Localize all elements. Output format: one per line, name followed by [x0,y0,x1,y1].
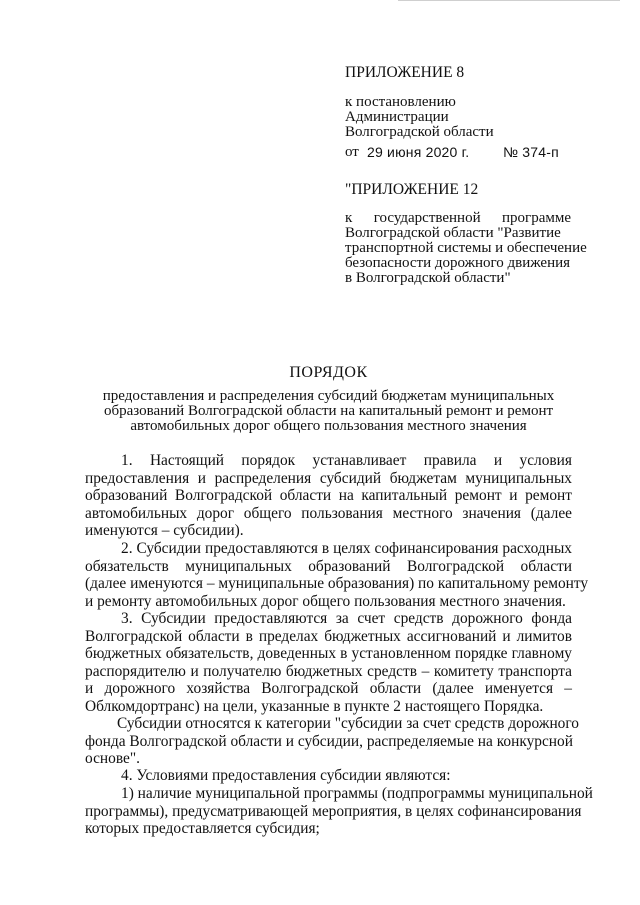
appendix-12-block [345,181,587,286]
decree-number: № 374-п [503,144,559,160]
paragraph-line: основе". [85,750,140,767]
paragraph-line: автомобильных дорог общего пользования местного значения (далее [85,504,572,522]
appendix-8-ref-line: к постановлению [345,94,456,110]
appendix-12-title: "ПРИЛОЖЕНИЕ 12 [345,181,479,198]
paragraph-3 [85,610,572,715]
paragraph-line: Облкомдортранс) на цели, указанные в пункте 2 настоящего Порядка. [85,697,544,715]
appendix-12-ref-line: в Волгоградской области" [345,270,511,286]
subtitle-line: автомобильных дорог общего пользования местного значения [130,418,527,434]
paragraph-4 [85,715,579,768]
paragraph-line: программы), предусматривающей мероприятия, в целях софинансирования [85,802,582,820]
document-subtitle [85,389,572,434]
paragraph-6 [85,785,593,838]
paragraph-line: бюджетных обязательств, доведенных в установленном порядке главному [85,645,572,662]
paragraph-line: 4. Условиями предоставления субсидии являются: [121,767,451,784]
paragraph-5 [85,767,572,785]
paragraph-line: и дорожного хозяйства Волгоградской области (далее именуется – [85,680,572,697]
paragraph-line: Субсидии относятся к категории "субсидии за счет средств дорожного [117,715,579,732]
paragraph-line: именуются – субсидии). [85,522,244,539]
appendix-12-ref-line: Волгоградской области "Развитие [345,225,561,241]
paragraph-line: распорядителю и получателю бюджетных средств – комитету транспорта [85,662,572,680]
appendix-12-ref-line: транспортной системы и обеспечение [345,240,587,256]
paragraph-line: образований Волгоградской области на капитальный ремонт и ремонт [85,487,572,504]
top-border-line [398,0,620,1]
subtitle-line: предоставления и распределения субсидий бюджетам муниципальных [102,388,555,404]
appendix-8-title: ПРИЛОЖЕНИЕ 8 [345,64,465,81]
paragraph-line: 2. Субсидии предоставляются в целях софинансирования расходных [121,540,572,557]
paragraph-line: Волгоградской области в пределах бюджетных ассигнований и лимитов [85,627,572,645]
appendix-8-date-row [345,145,565,161]
appendix-8-ref-line: Волгоградской области [345,124,494,140]
paragraph-line: 3. Субсидии предоставляются за счет средств дорожного фонда [121,610,572,627]
appendix-8-block [345,65,585,140]
paragraph-2 [85,540,589,610]
subtitle-line: образований Волгоградской области на капитальный ремонт и ремонт [103,403,554,419]
paragraph-line: обязательств муниципальных образований Волгоградской области [85,557,572,575]
decree-date: 29 июня 2020 г. [367,144,470,160]
document-title: ПОРЯДОК [289,364,368,381]
paragraph-line: предоставления и распределения субсидий бюджетам муниципальных [85,469,572,487]
appendix-12-ref-line: к государственной программе [345,210,571,226]
paragraph-line: которых предоставляется субсидия; [85,820,320,837]
date-prefix: от [345,144,359,160]
appendix-12-ref-line: безопасности дорожного движения [345,255,571,271]
paragraph-line: 1) наличие муниципальной программы (подпрограммы муниципальной [121,785,593,802]
paragraph-line: (далее именуются – муниципальные образования) по капитальному ремонту [85,575,589,592]
paragraph-line: 1. Настоящий порядок устанавливает правила и условия [121,452,572,469]
paragraph-line: и ремонту автомобильных дорог общего пользования местного значения. [85,592,566,610]
appendix-8-ref-line: Администрации [345,109,449,125]
paragraph-line: фонда Волгоградской области и субсидии, распределяемые на конкурсной [85,732,573,750]
paragraph-1 [85,452,572,540]
